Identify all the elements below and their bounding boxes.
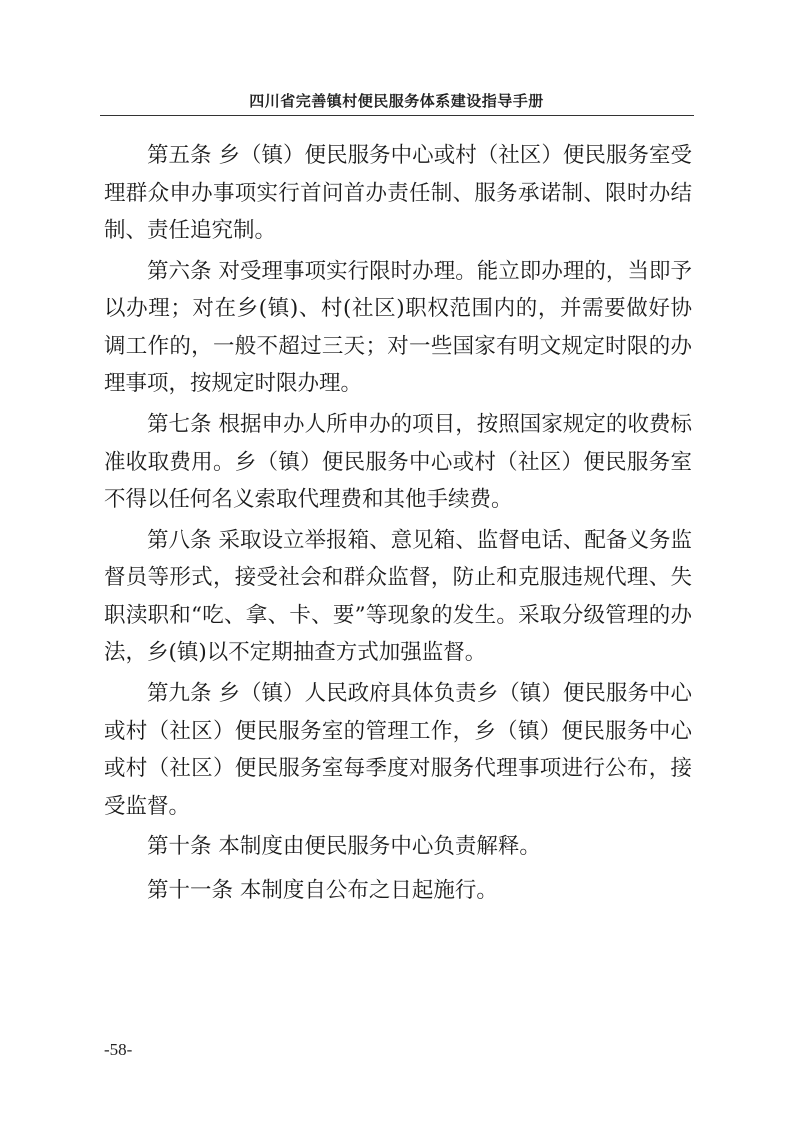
article-11: 第十一条 本制度自公布之日起施行。: [147, 877, 498, 903]
document-body: [104, 137, 692, 913]
article-6: 第六条 对受理事项实行限时办理。能立即办理的，当即予以办理；对在乡(镇)、村(社区)职权范围内的，并需要做好协调工作的，一般不超过三天；对一些国家有明文规定时限的办理事项，按规定时限办理。: [104, 258, 692, 397]
article-8: 第八条 采取设立举报箱、意见箱、监督电话、配备义务监督员等形式，接受社会和群众监督，防止和克服违规代理、失职渎职和“吃、拿、卡、要”等现象的发生。采取分级管理的办法，乡(镇)以不定期抽查方式加强监督。: [104, 527, 692, 666]
header-rule: [100, 115, 694, 116]
running-header: 四川省完善镇村便民服务体系建设指导手册: [249, 92, 544, 110]
article-9: 第九条 乡（镇）人民政府具体负责乡（镇）便民服务中心或村（社区）便民服务室的管理工作，乡（镇）便民服务中心或村（社区）便民服务室每季度对服务代理事项进行公布，接受监督。: [104, 681, 692, 819]
page-number: -58-: [104, 1040, 133, 1059]
article-10: 第十条 本制度由便民服务中心负责解释。: [147, 834, 541, 860]
article-5: 第五条 乡（镇）便民服务中心或村（社区）便民服务室受理群众申办事项实行首问首办责任制、服务承诺制、限时办结制、责任追究制。: [104, 143, 692, 243]
article-7: 第七条 根据申办人所申办的项目，按照国家规定的收费标准收取费用。乡（镇）便民服务中心或村（社区）便民服务室不得以任何名义索取代理费和其他手续费。: [104, 412, 692, 513]
